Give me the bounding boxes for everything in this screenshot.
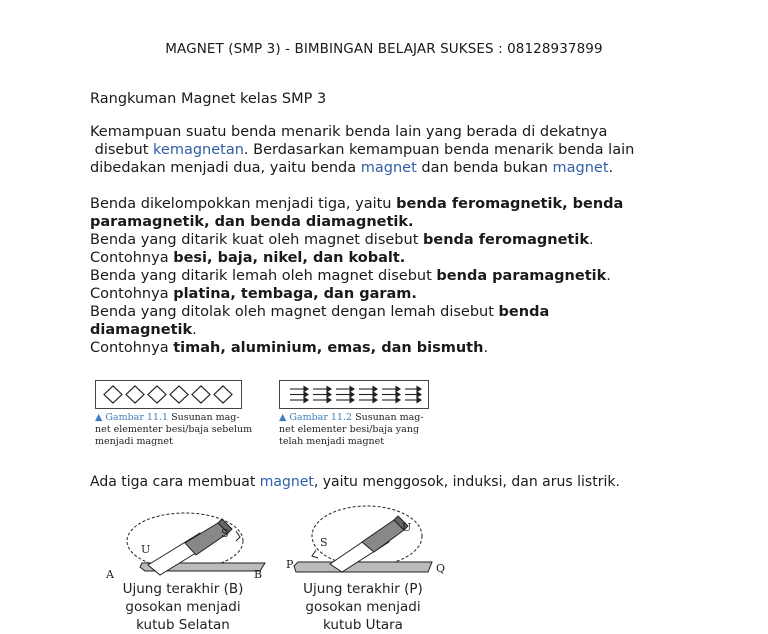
groups-line-7: Benda yang ditolak oleh magnet dengan lemah disebut benda xyxy=(90,304,550,320)
intro-line-3: dibedakan menjadi dua, yaitu benda magnet dan benda bukan magnet. xyxy=(90,160,614,176)
groups-paragraph xyxy=(90,195,678,357)
figure-magnetized-domains xyxy=(279,380,429,409)
section-title: Rangkuman Magnet kelas SMP 3 xyxy=(90,91,327,107)
groups-line-1: Benda dikelompokkan menjadi tiga, yaitu benda feromagnetik, benda xyxy=(90,196,624,212)
rub2-label-q: Q xyxy=(436,562,446,575)
magnet-link-2[interactable]: magnet xyxy=(552,160,609,176)
groups-line-6: Contohnya platina, tembaga, dan garam. xyxy=(90,286,417,302)
groups-line-3: Benda yang ditarik kuat oleh magnet disebut benda feromagnetik. xyxy=(90,232,594,248)
rub2-label-s: S xyxy=(320,536,328,549)
magnet-link-3[interactable]: magnet xyxy=(259,474,314,490)
rub2-caption: Ujung terakhir (P) gosokan menjadi kutub Utara xyxy=(303,581,423,633)
kemagnetan-link[interactable]: kemagnetan xyxy=(153,142,244,158)
magnet-link-1[interactable]: magnet xyxy=(360,160,417,176)
rub1-caption: Ujung terakhir (B) gosokan menjadi kutub Selatan xyxy=(122,581,244,633)
groups-line-4: Contohnya besi, baja, nikel, dan kobalt. xyxy=(90,250,406,266)
diamond-domains-icon xyxy=(96,381,241,408)
intro-paragraph xyxy=(90,123,678,177)
rub1-label-u: U xyxy=(141,543,151,556)
rub1-label-s: S xyxy=(221,527,229,540)
groups-line-8: diamagnetik. xyxy=(90,322,197,338)
rub1-label-a: A xyxy=(106,568,114,581)
page-header: MAGNET (SMP 3) - BIMBINGAN BELAJAR SUKSES : 08128937899 xyxy=(165,41,603,57)
rubbing-magnet-north-icon xyxy=(282,500,452,582)
aligned-arrows-icon xyxy=(280,381,428,408)
rubbing-figure-2 xyxy=(282,500,452,582)
groups-line-2: paramagnetik, dan benda diamagnetik. xyxy=(90,214,414,230)
groups-line-5: Benda yang ditarik lemah oleh magnet disebut benda paramagnetik. xyxy=(90,268,611,284)
rub1-label-b: B xyxy=(254,568,263,581)
figure2-caption: ▲ Gambar 11.2 Susunan mag- net elementer besi/baja yang telah menjadi magnet xyxy=(279,412,424,447)
rub2-label-u: U xyxy=(402,521,412,534)
groups-line-9: Contohnya timah, aluminium, emas, dan bismuth. xyxy=(90,340,489,356)
intro-line-2: disebut kemagnetan. Berdasarkan kemampuan benda menarik benda lain xyxy=(94,142,635,158)
intro-line-1: Kemampuan suatu benda menarik benda lain yang berada di dekatnya xyxy=(90,124,608,140)
rubbing-magnet-south-icon xyxy=(100,505,270,585)
figure-unmagnetized-domains xyxy=(95,380,242,409)
rubbing-figure-1 xyxy=(100,505,270,585)
methods-sentence: Ada tiga cara membuat magnet, yaitu menggosok, induksi, dan arus listrik. xyxy=(90,474,620,490)
figure1-caption: ▲ Gambar 11.1 Susunan mag- net elementer besi/baja sebelum menjadi magnet xyxy=(95,412,253,447)
rub2-label-p: P xyxy=(286,558,294,571)
